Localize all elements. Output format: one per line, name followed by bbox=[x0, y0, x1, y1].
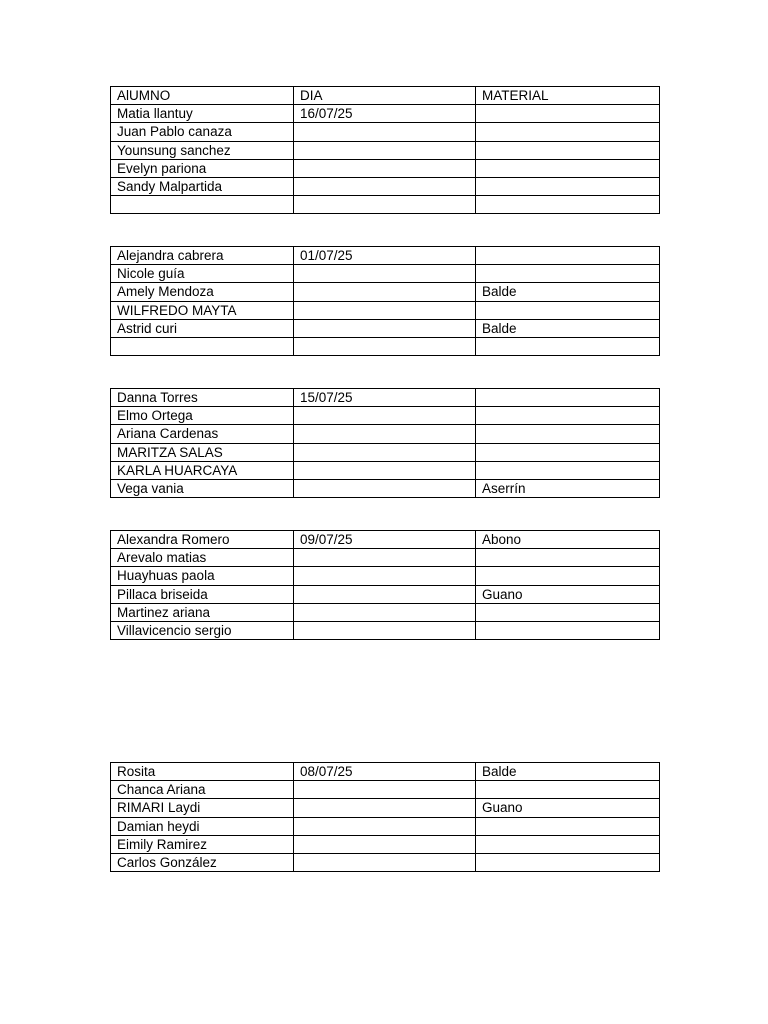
material-cell bbox=[476, 123, 660, 141]
student-name-cell: Chanca Ariana bbox=[111, 781, 294, 799]
day-cell bbox=[294, 479, 476, 497]
table-row bbox=[111, 425, 660, 443]
day-cell bbox=[294, 781, 476, 799]
table-row bbox=[111, 141, 660, 159]
student-name-cell: WILFREDO MAYTA bbox=[111, 301, 294, 319]
table-row bbox=[111, 247, 660, 265]
table-row bbox=[111, 621, 660, 639]
table-row bbox=[111, 443, 660, 461]
day-cell: 01/07/25 bbox=[294, 247, 476, 265]
group-table-5 bbox=[110, 762, 660, 872]
material-cell: Aserrín bbox=[476, 479, 660, 497]
table-row bbox=[111, 407, 660, 425]
material-cell: Guano bbox=[476, 585, 660, 603]
day-cell bbox=[294, 265, 476, 283]
day-cell bbox=[294, 196, 476, 214]
student-name-cell: Alejandra cabrera bbox=[111, 247, 294, 265]
table-row bbox=[111, 389, 660, 407]
material-cell bbox=[476, 621, 660, 639]
header-dia: DIA bbox=[294, 87, 476, 105]
material-cell bbox=[476, 407, 660, 425]
student-name-cell: Younsung sanchez bbox=[111, 141, 294, 159]
student-name-cell: Juan Pablo canaza bbox=[111, 123, 294, 141]
day-cell bbox=[294, 853, 476, 871]
day-cell bbox=[294, 817, 476, 835]
student-name-cell: Arevalo matias bbox=[111, 549, 294, 567]
student-name-cell: Evelyn pariona bbox=[111, 159, 294, 177]
material-cell bbox=[476, 389, 660, 407]
day-cell bbox=[294, 159, 476, 177]
day-cell bbox=[294, 177, 476, 195]
material-cell bbox=[476, 853, 660, 871]
table-row bbox=[111, 763, 660, 781]
student-name-cell: MARITZA SALAS bbox=[111, 443, 294, 461]
material-cell bbox=[476, 247, 660, 265]
day-cell bbox=[294, 835, 476, 853]
day-cell: 08/07/25 bbox=[294, 763, 476, 781]
table-row bbox=[111, 781, 660, 799]
material-cell bbox=[476, 835, 660, 853]
student-name-cell: Vega vania bbox=[111, 479, 294, 497]
day-cell bbox=[294, 549, 476, 567]
material-cell bbox=[476, 425, 660, 443]
day-cell bbox=[294, 799, 476, 817]
material-cell bbox=[476, 781, 660, 799]
student-name-cell: Carlos González bbox=[111, 853, 294, 871]
material-cell bbox=[476, 567, 660, 585]
student-name-cell: Rosita bbox=[111, 763, 294, 781]
group-table-3 bbox=[110, 388, 660, 498]
student-name-cell: Nicole guía bbox=[111, 265, 294, 283]
material-cell: Balde bbox=[476, 763, 660, 781]
material-cell bbox=[476, 177, 660, 195]
student-name-cell: Ariana Cardenas bbox=[111, 425, 294, 443]
material-cell: Abono bbox=[476, 531, 660, 549]
table-row bbox=[111, 585, 660, 603]
student-name-cell: Matia llantuy bbox=[111, 105, 294, 123]
student-name-cell: Pillaca briseida bbox=[111, 585, 294, 603]
student-name-cell: Sandy Malpartida bbox=[111, 177, 294, 195]
group-table-4 bbox=[110, 530, 660, 640]
material-cell bbox=[476, 461, 660, 479]
material-cell bbox=[476, 603, 660, 621]
material-cell bbox=[476, 265, 660, 283]
student-name-cell bbox=[111, 196, 294, 214]
day-cell bbox=[294, 319, 476, 337]
table-row bbox=[111, 835, 660, 853]
table-row bbox=[111, 853, 660, 871]
student-name-cell: Danna Torres bbox=[111, 389, 294, 407]
student-name-cell: Eimily Ramirez bbox=[111, 835, 294, 853]
table-row bbox=[111, 799, 660, 817]
table-row bbox=[111, 301, 660, 319]
day-cell bbox=[294, 461, 476, 479]
table-row bbox=[111, 159, 660, 177]
student-name-cell: Amely Mendoza bbox=[111, 283, 294, 301]
day-cell bbox=[294, 283, 476, 301]
student-name-cell bbox=[111, 337, 294, 355]
table-row bbox=[111, 265, 660, 283]
day-cell: 15/07/25 bbox=[294, 389, 476, 407]
day-cell bbox=[294, 585, 476, 603]
day-cell: 09/07/25 bbox=[294, 531, 476, 549]
day-cell bbox=[294, 301, 476, 319]
table-row bbox=[111, 479, 660, 497]
material-cell bbox=[476, 159, 660, 177]
material-cell bbox=[476, 817, 660, 835]
table-row bbox=[111, 817, 660, 835]
header-alumno: AlUMNO bbox=[111, 87, 294, 105]
day-cell bbox=[294, 337, 476, 355]
material-cell: Balde bbox=[476, 283, 660, 301]
student-name-cell: Martinez ariana bbox=[111, 603, 294, 621]
table-row bbox=[111, 105, 660, 123]
day-cell bbox=[294, 603, 476, 621]
student-name-cell: Elmo Ortega bbox=[111, 407, 294, 425]
student-name-cell: Alexandra Romero bbox=[111, 531, 294, 549]
table-header-row bbox=[111, 87, 660, 105]
material-cell bbox=[476, 443, 660, 461]
day-cell bbox=[294, 407, 476, 425]
table-row bbox=[111, 123, 660, 141]
day-cell bbox=[294, 567, 476, 585]
table-row bbox=[111, 531, 660, 549]
table-row bbox=[111, 319, 660, 337]
day-cell bbox=[294, 141, 476, 159]
student-name-cell: KARLA HUARCAYA bbox=[111, 461, 294, 479]
material-cell bbox=[476, 105, 660, 123]
day-cell bbox=[294, 425, 476, 443]
group-table-2 bbox=[110, 246, 660, 356]
table-row bbox=[111, 196, 660, 214]
material-cell bbox=[476, 196, 660, 214]
table-row bbox=[111, 567, 660, 585]
table-row bbox=[111, 283, 660, 301]
student-name-cell: Huayhuas paola bbox=[111, 567, 294, 585]
material-cell bbox=[476, 337, 660, 355]
table-row bbox=[111, 337, 660, 355]
material-cell bbox=[476, 141, 660, 159]
table-row bbox=[111, 603, 660, 621]
material-cell: Guano bbox=[476, 799, 660, 817]
day-cell bbox=[294, 123, 476, 141]
student-name-cell: Damian heydi bbox=[111, 817, 294, 835]
day-cell bbox=[294, 443, 476, 461]
day-cell: 16/07/25 bbox=[294, 105, 476, 123]
student-name-cell: Villavicencio sergio bbox=[111, 621, 294, 639]
student-name-cell: RIMARI Laydi bbox=[111, 799, 294, 817]
table-row bbox=[111, 177, 660, 195]
header-material: MATERIAL bbox=[476, 87, 660, 105]
table-row bbox=[111, 461, 660, 479]
student-name-cell: Astrid curi bbox=[111, 319, 294, 337]
material-cell bbox=[476, 549, 660, 567]
day-cell bbox=[294, 621, 476, 639]
table-row bbox=[111, 549, 660, 567]
material-cell bbox=[476, 301, 660, 319]
group-table-1 bbox=[110, 86, 660, 214]
material-cell: Balde bbox=[476, 319, 660, 337]
